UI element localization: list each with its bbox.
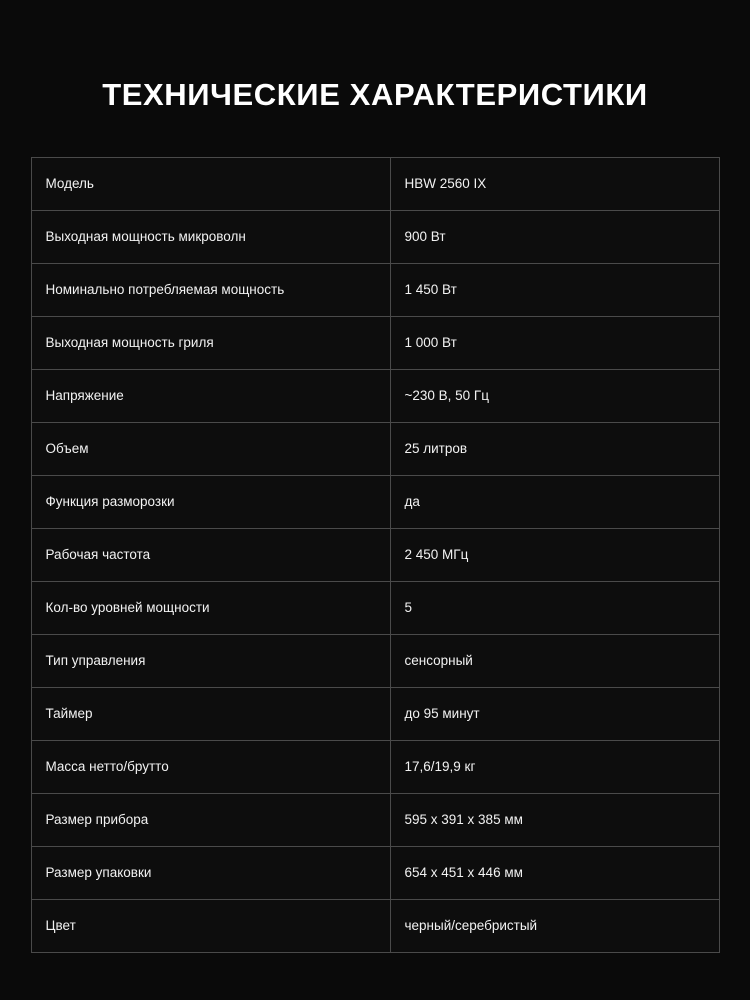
spec-label: Размер упаковки [31, 847, 390, 900]
table-row [31, 423, 719, 476]
table-row [31, 847, 719, 900]
spec-label: Выходная мощность гриля [31, 317, 390, 370]
page-title: ТЕХНИЧЕСКИЕ ХАРАКТЕРИСТИКИ [102, 77, 648, 112]
spec-label: Таймер [31, 688, 390, 741]
spec-value: 5 [390, 582, 719, 635]
table-row [31, 582, 719, 635]
spec-label: Цвет [31, 900, 390, 953]
spec-label: Модель [31, 158, 390, 211]
spec-value: сенсорный [390, 635, 719, 688]
spec-value: HBW 2560 IX [390, 158, 719, 211]
spec-value: да [390, 476, 719, 529]
spec-label: Номинально потребляемая мощность [31, 264, 390, 317]
table-row [31, 688, 719, 741]
table-row [31, 794, 719, 847]
spec-label: Выходная мощность микроволн [31, 211, 390, 264]
spec-value: ~230 В, 50 Гц [390, 370, 719, 423]
table-row [31, 635, 719, 688]
spec-value: черный/серебристый [390, 900, 719, 953]
spec-value: 654 x 451 x 446 мм [390, 847, 719, 900]
spec-value: 2 450 МГц [390, 529, 719, 582]
specifications-table [31, 157, 720, 953]
table-row [31, 211, 719, 264]
spec-label: Размер прибора [31, 794, 390, 847]
spec-label: Рабочая частота [31, 529, 390, 582]
spec-value: 25 литров [390, 423, 719, 476]
spec-value: 1 450 Вт [390, 264, 719, 317]
spec-value: 17,6/19,9 кг [390, 741, 719, 794]
table-row [31, 476, 719, 529]
spec-value: до 95 минут [390, 688, 719, 741]
spec-label: Тип управления [31, 635, 390, 688]
spec-value: 1 000 Вт [390, 317, 719, 370]
table-row [31, 264, 719, 317]
spec-value: 900 Вт [390, 211, 719, 264]
spec-label: Напряжение [31, 370, 390, 423]
table-row [31, 158, 719, 211]
spec-label: Масса нетто/брутто [31, 741, 390, 794]
table-row [31, 317, 719, 370]
table-row [31, 900, 719, 953]
table-row [31, 741, 719, 794]
table-row [31, 529, 719, 582]
spec-label: Функция разморозки [31, 476, 390, 529]
spec-label: Объем [31, 423, 390, 476]
spec-label: Кол-во уровней мощности [31, 582, 390, 635]
spec-value: 595 x 391 x 385 мм [390, 794, 719, 847]
table-row [31, 370, 719, 423]
